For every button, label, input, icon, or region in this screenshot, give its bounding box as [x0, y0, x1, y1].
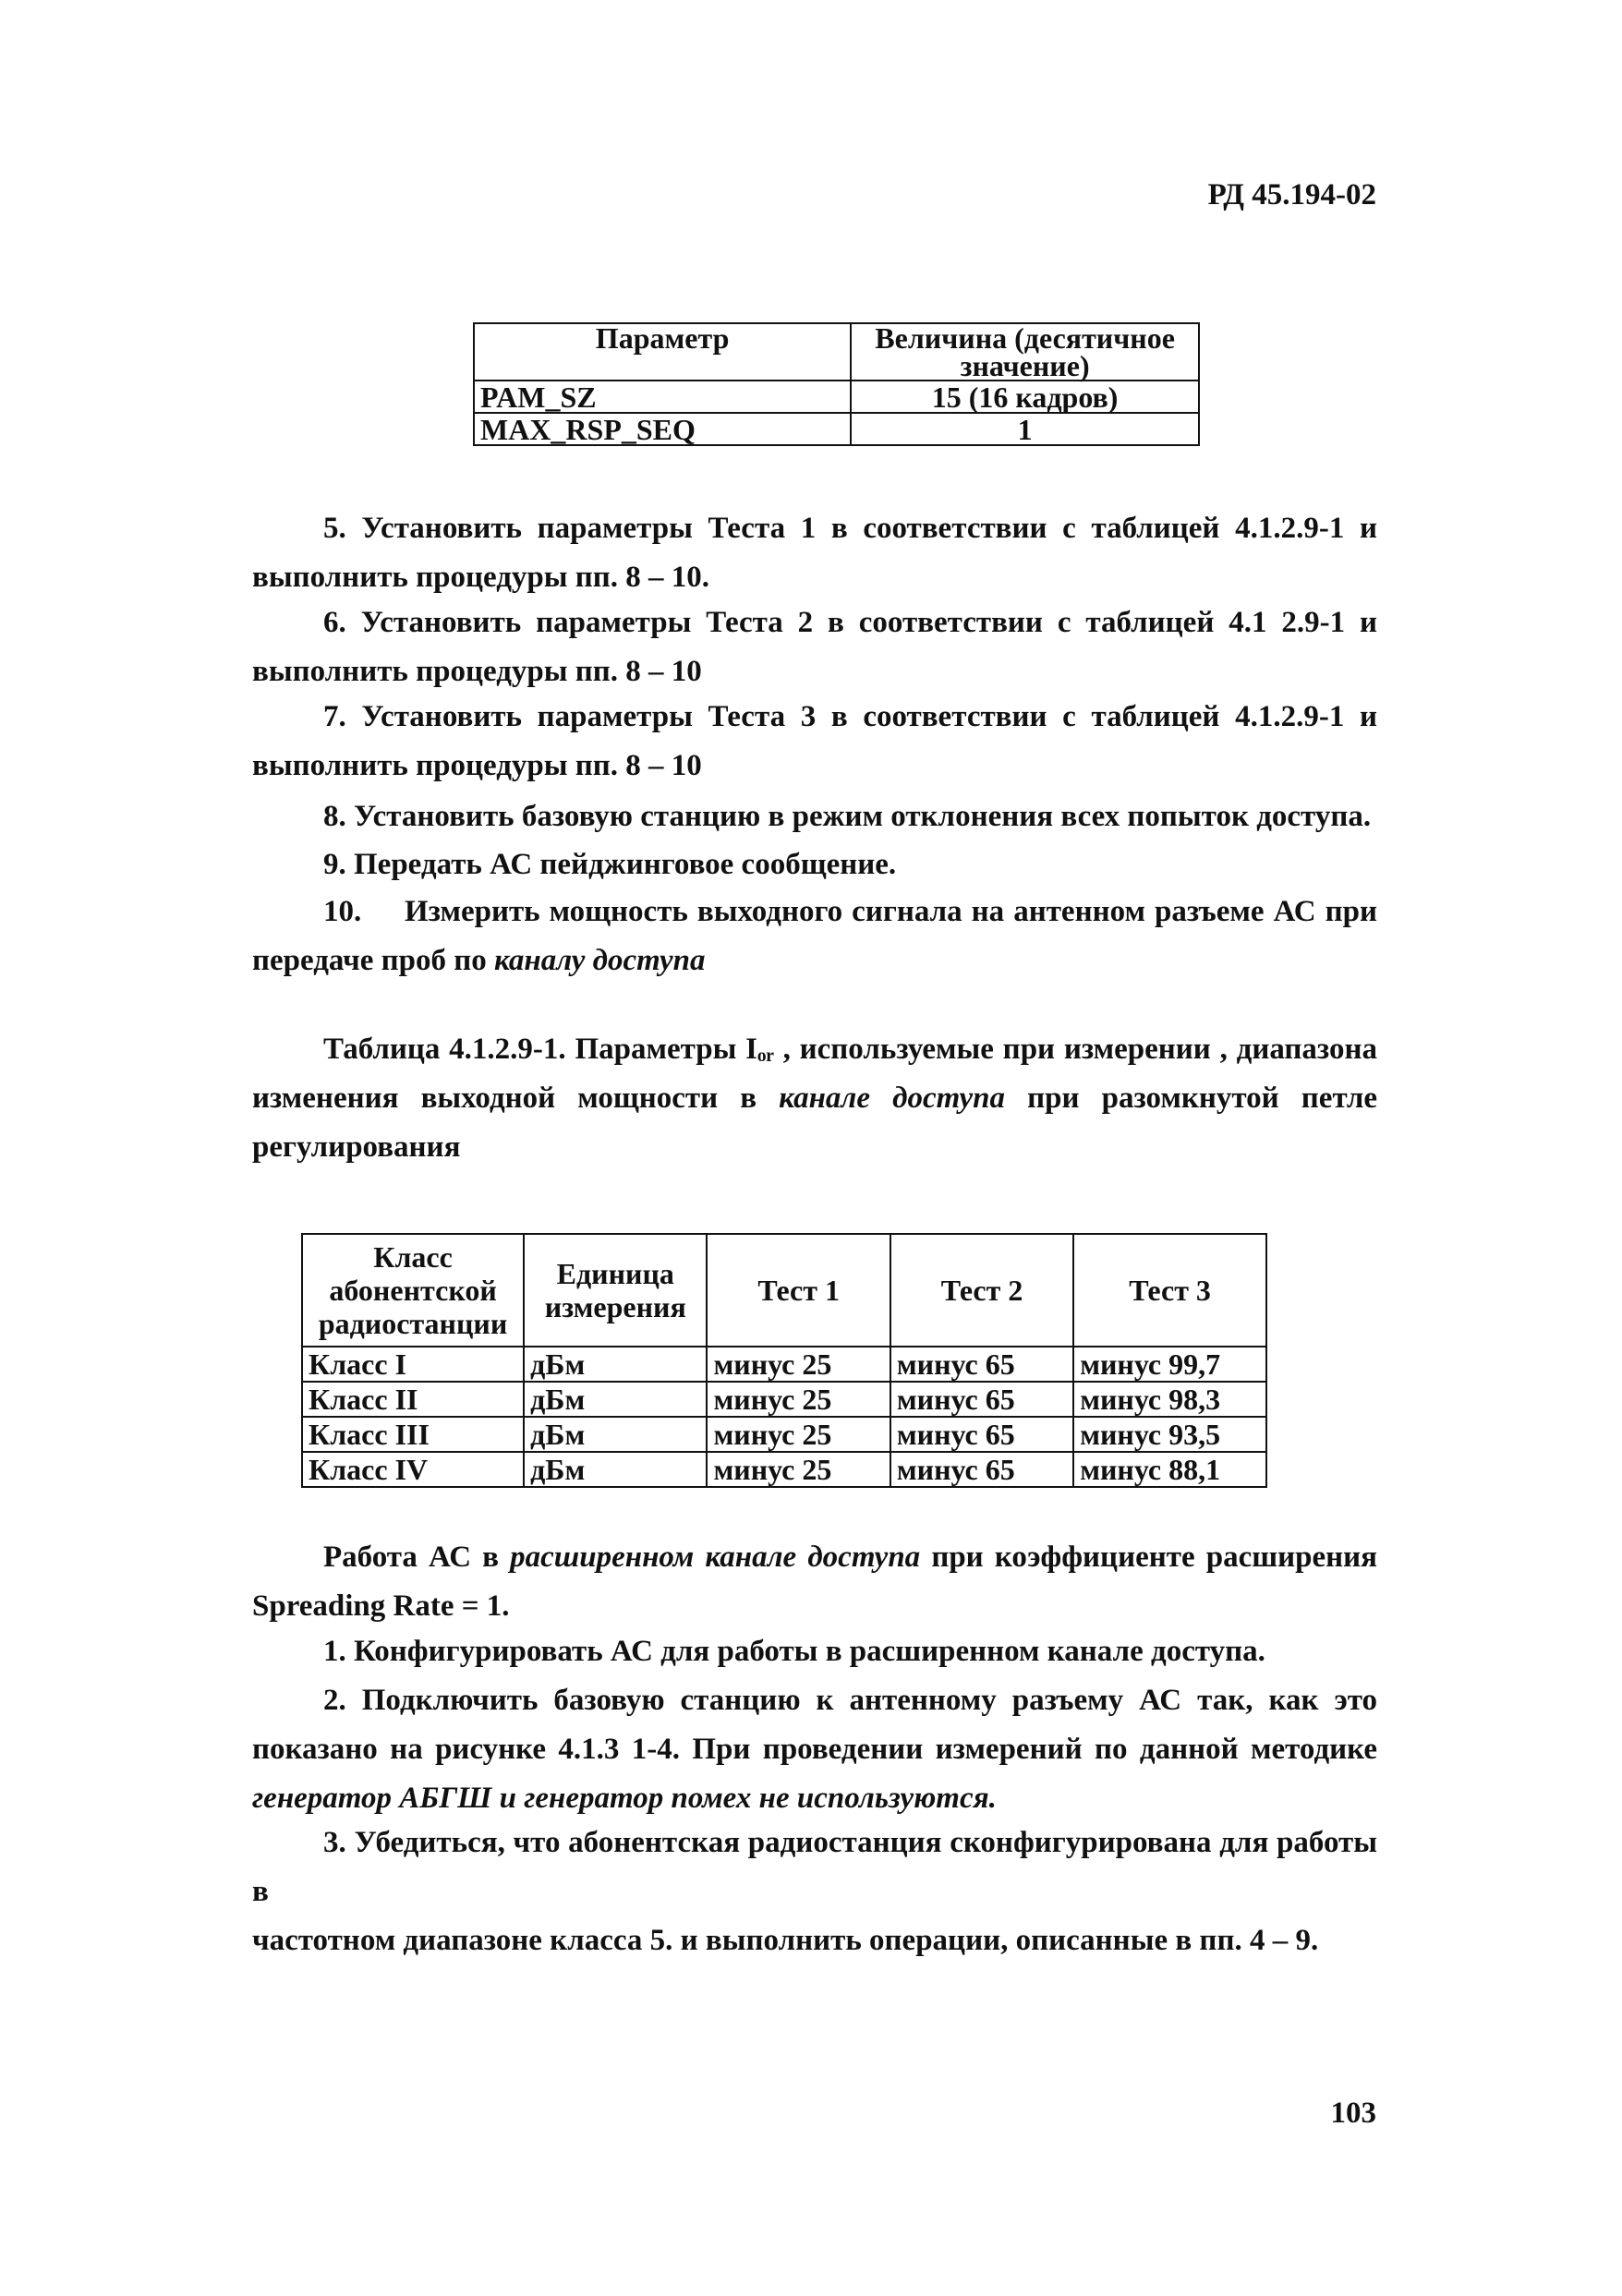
step-line: 5. Установить параметры Теста 1 в соответствии с таблицей 4.1.2.9-1 и [323, 512, 1377, 545]
item-line: показано на рисунке 4.1.3 1-4. При проведении измерений по данной методике [252, 1733, 1377, 1766]
section-line: Работа АС в расширенном канале доступа при коэффициенте расширения [323, 1541, 1377, 1574]
table-cell: 15 (16 кадров) [851, 381, 1199, 413]
table-header-row [474, 323, 1199, 381]
emphasis: канале доступа [779, 1082, 1005, 1115]
table-cell: минус 65 [890, 1347, 1073, 1382]
document-code: РД 45.194-02 [1207, 178, 1376, 211]
column-header: Величина (десятичное значение) [851, 323, 1199, 381]
table-caption [252, 1025, 1377, 1172]
step-7 [252, 693, 1377, 791]
section-line: Spreading Rate = 1. [252, 1589, 510, 1623]
table-cell: минус 65 [890, 1417, 1073, 1452]
table-row [302, 1452, 1266, 1487]
column-header: Тест 1 [707, 1234, 890, 1347]
table-cell: минус 25 [707, 1452, 890, 1487]
item-line: 2. Подключить базовую станцию к антенному разъему АС так, как это [323, 1684, 1377, 1717]
emphasis: расширенном канале доступа [510, 1541, 921, 1574]
caption-line: изменения выходной мощности в канале доступа при разомкнутой петле [252, 1082, 1378, 1115]
table-cell: 1 [851, 413, 1199, 445]
step-line: выполнить процедуры пп. 8 – 10 [252, 749, 702, 782]
step-number: 10. [323, 895, 362, 928]
item-1: 1. Конфигурировать АС для работы в расширенном канале доступа. [323, 1635, 1265, 1668]
table-row [474, 413, 1199, 445]
table-cell: минус 99,7 [1073, 1347, 1266, 1382]
parameter-table [473, 322, 1200, 446]
column-header: Тест 3 [1073, 1234, 1266, 1347]
item-3 [252, 1819, 1377, 1965]
table-cell: PAM_SZ [474, 381, 851, 413]
step-6 [252, 598, 1377, 696]
step-line: передаче проб по каналу доступа [252, 944, 706, 977]
section-intro [252, 1533, 1377, 1631]
table-header-row [302, 1234, 1266, 1347]
table-row [302, 1347, 1266, 1382]
item-line: 3. Убедиться, что абонентская радиостанция сконфигурирована для работы в [252, 1826, 1377, 1908]
test-parameters-table [301, 1233, 1267, 1488]
table-cell: минус 25 [707, 1382, 890, 1417]
table-cell: Класс II [302, 1382, 524, 1417]
column-header: Параметр [474, 323, 851, 381]
table-cell: дБм [524, 1452, 707, 1487]
table-cell: дБм [524, 1382, 707, 1417]
column-header: Тест 2 [890, 1234, 1073, 1347]
table-cell: Класс IV [302, 1452, 524, 1487]
item-line: частотном диапазоне класса 5. и выполнить операции, описанные в пп. 4 – 9. [252, 1924, 1319, 1957]
emphasis: каналу доступа [494, 944, 706, 977]
step-5 [252, 504, 1377, 602]
table-cell: минус 25 [707, 1347, 890, 1382]
table-cell: минус 88,1 [1073, 1452, 1266, 1487]
table-cell: Класс III [302, 1417, 524, 1452]
page-number: 103 [1330, 2097, 1376, 2130]
step-text: Измерить мощность выходного сигнала на антенном разъеме АС при [405, 895, 1377, 928]
step-10 [252, 888, 1377, 985]
item-line: генератор АБГШ и генератор помех не используются. [252, 1782, 997, 1815]
table-cell: минус 65 [890, 1452, 1073, 1487]
column-header: Класс абонентской радиостанции [302, 1234, 524, 1347]
table-cell: минус 65 [890, 1382, 1073, 1417]
table-cell: минус 98,3 [1073, 1382, 1266, 1417]
table-cell: дБм [524, 1347, 707, 1382]
step-line: 7. Установить параметры Теста 3 в соответствии с таблицей 4.1.2.9-1 и [323, 700, 1377, 733]
step-line: выполнить процедуры пп. 8 – 10 [252, 655, 702, 688]
table-cell: Класс I [302, 1347, 524, 1382]
table-cell: минус 93,5 [1073, 1417, 1266, 1452]
column-header: Единица измерения [524, 1234, 707, 1347]
step-line [252, 888, 1377, 937]
table-cell: MAX_RSP_SEQ [474, 413, 851, 445]
table-row [302, 1417, 1266, 1452]
step-line: 6. Установить параметры Теста 2 в соответствии с таблицей 4.1 2.9-1 и [323, 606, 1377, 639]
table-cell: минус 25 [707, 1417, 890, 1452]
caption-line: регулирования [252, 1130, 461, 1164]
table-row [302, 1382, 1266, 1417]
step-8: 8. Установить базовую станцию в режим отклонения всех попыток доступа. [323, 800, 1372, 833]
item-2 [252, 1676, 1377, 1823]
table-cell: дБм [524, 1417, 707, 1452]
caption-line: Таблица 4.1.2.9-1. Параметры Iₒᵣ , используемые при измерении , диапазона [323, 1033, 1377, 1066]
table-row [474, 381, 1199, 413]
step-9: 9. Передать АС пейджинговое сообщение. [323, 848, 897, 881]
step-line: выполнить процедуры пп. 8 – 10. [252, 561, 710, 594]
